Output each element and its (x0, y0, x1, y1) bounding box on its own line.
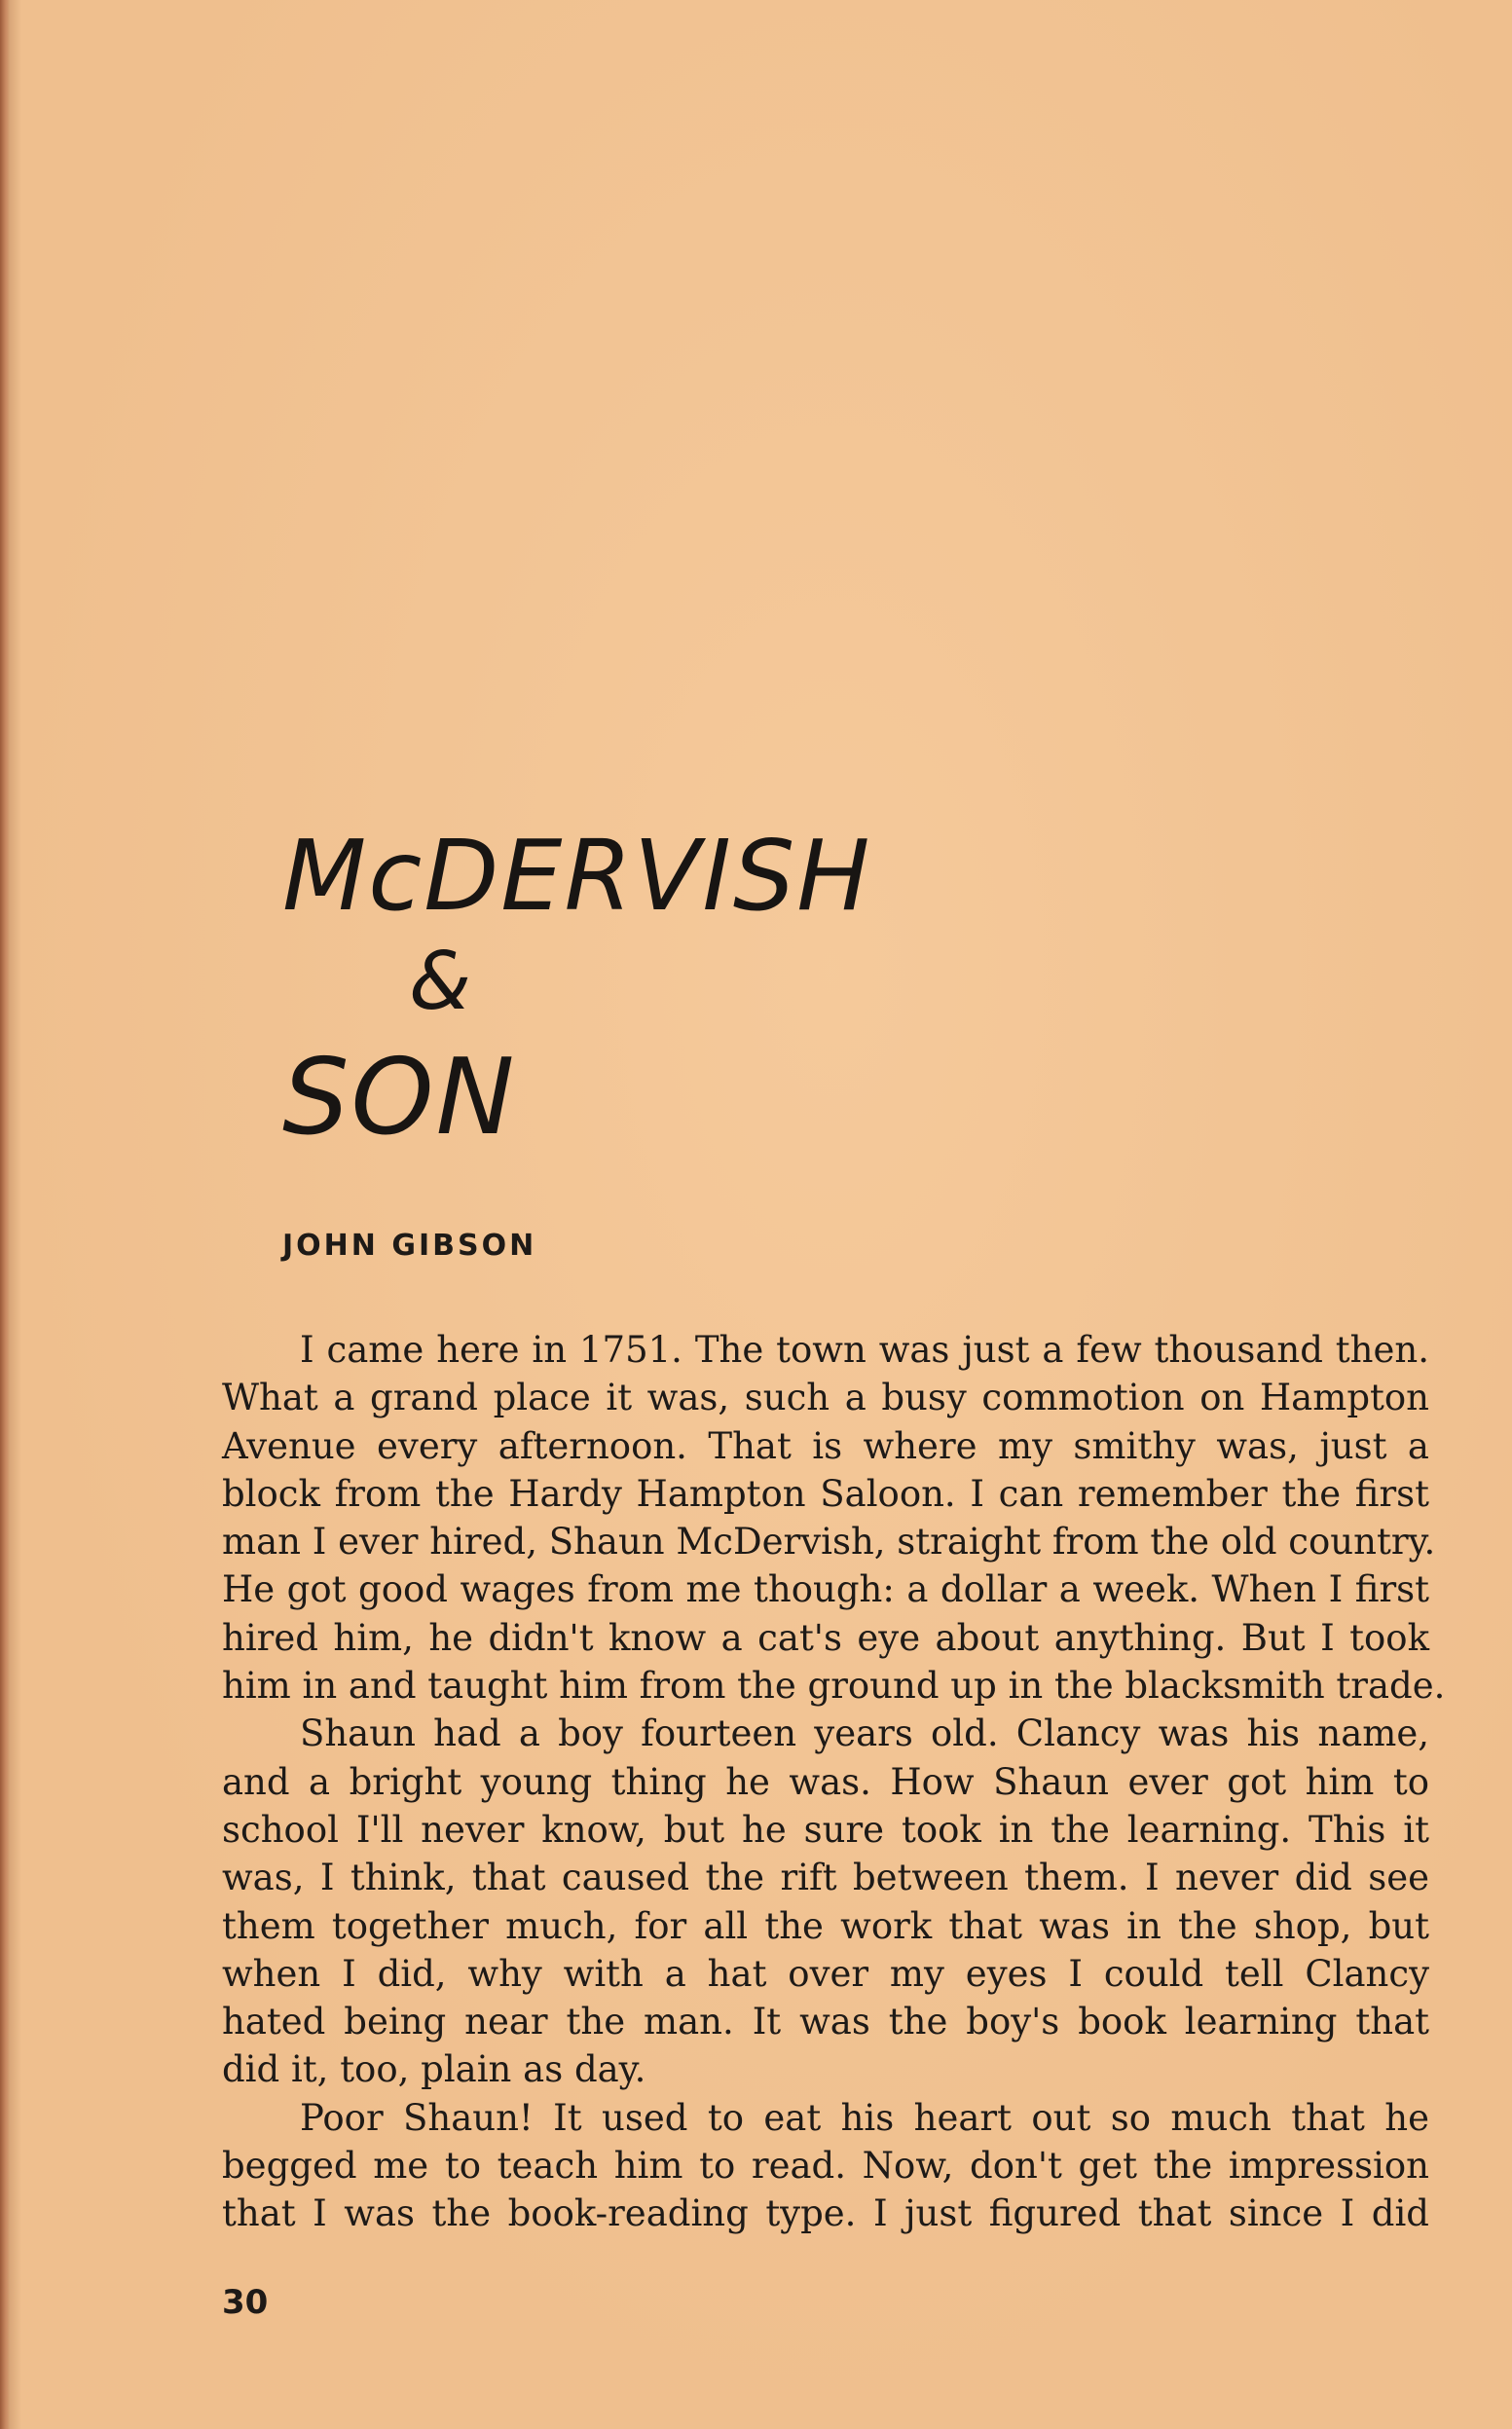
text-line: when I did, why with a hat over my eyes I could tell Clancy (222, 1952, 1429, 1995)
text-line: him in and taught him from the ground up in the blacksmith trade. (222, 1665, 1446, 1708)
text-line: did it, too, plain as day. (222, 2048, 646, 2091)
paragraph-3 (222, 2094, 1429, 2238)
story-body (222, 1326, 1446, 2238)
text-line: I came here in 1751. The town was just a few thousand then. (300, 1329, 1429, 1371)
text-line: hated being near the man. It was the boy's book learning that (222, 2001, 1429, 2043)
title-line-ampersand: & (409, 936, 473, 1028)
page-spine-edge (0, 0, 10, 2429)
text-line: He got good wages from me though: a dollar a week. When I first (222, 1568, 1429, 1611)
text-line: block from the Hardy Hampton Saloon. I can remember the first (222, 1472, 1429, 1515)
title-line-mcdervish: McDERVISH (282, 819, 872, 933)
title-line-son: SON (282, 1037, 517, 1159)
text-line: begged me to teach him to read. Now, don't get the impression (222, 2145, 1429, 2188)
paragraph-2 (222, 1710, 1429, 2093)
page-number: 30 (222, 2283, 269, 2322)
text-line: school I'll never know, but he sure took in the learning. This it (222, 1808, 1429, 1851)
text-line: was, I think, that caused the rift between them. I never did see (222, 1857, 1429, 1899)
text-line: What a grand place it was, such a busy commotion on Hampton (222, 1377, 1429, 1419)
text-line: hired him, he didn't know a cat's eye about anything. But I took (222, 1616, 1429, 1659)
text-line: Poor Shaun! It used to eat his heart out so much that he (300, 2096, 1429, 2139)
text-line: Avenue every afternoon. That is where my smithy was, just a (222, 1424, 1429, 1467)
paragraph-1 (222, 1326, 1446, 1710)
text-line: them together much, for all the work that was in the shop, but (222, 1904, 1429, 1947)
text-line: Shaun had a boy fourteen years old. Clancy was his name, (300, 1712, 1429, 1755)
story-title (282, 819, 1022, 1159)
text-line: that I was the book-reading type. I just figured that since I did (222, 2192, 1429, 2235)
author-byline: JOHN GIBSON (282, 1229, 537, 1263)
text-line: man I ever hired, Shaun McDervish, straight from the old country. (222, 1521, 1436, 1564)
text-line: and a bright young thing he was. How Shaun ever got him to (222, 1760, 1429, 1803)
